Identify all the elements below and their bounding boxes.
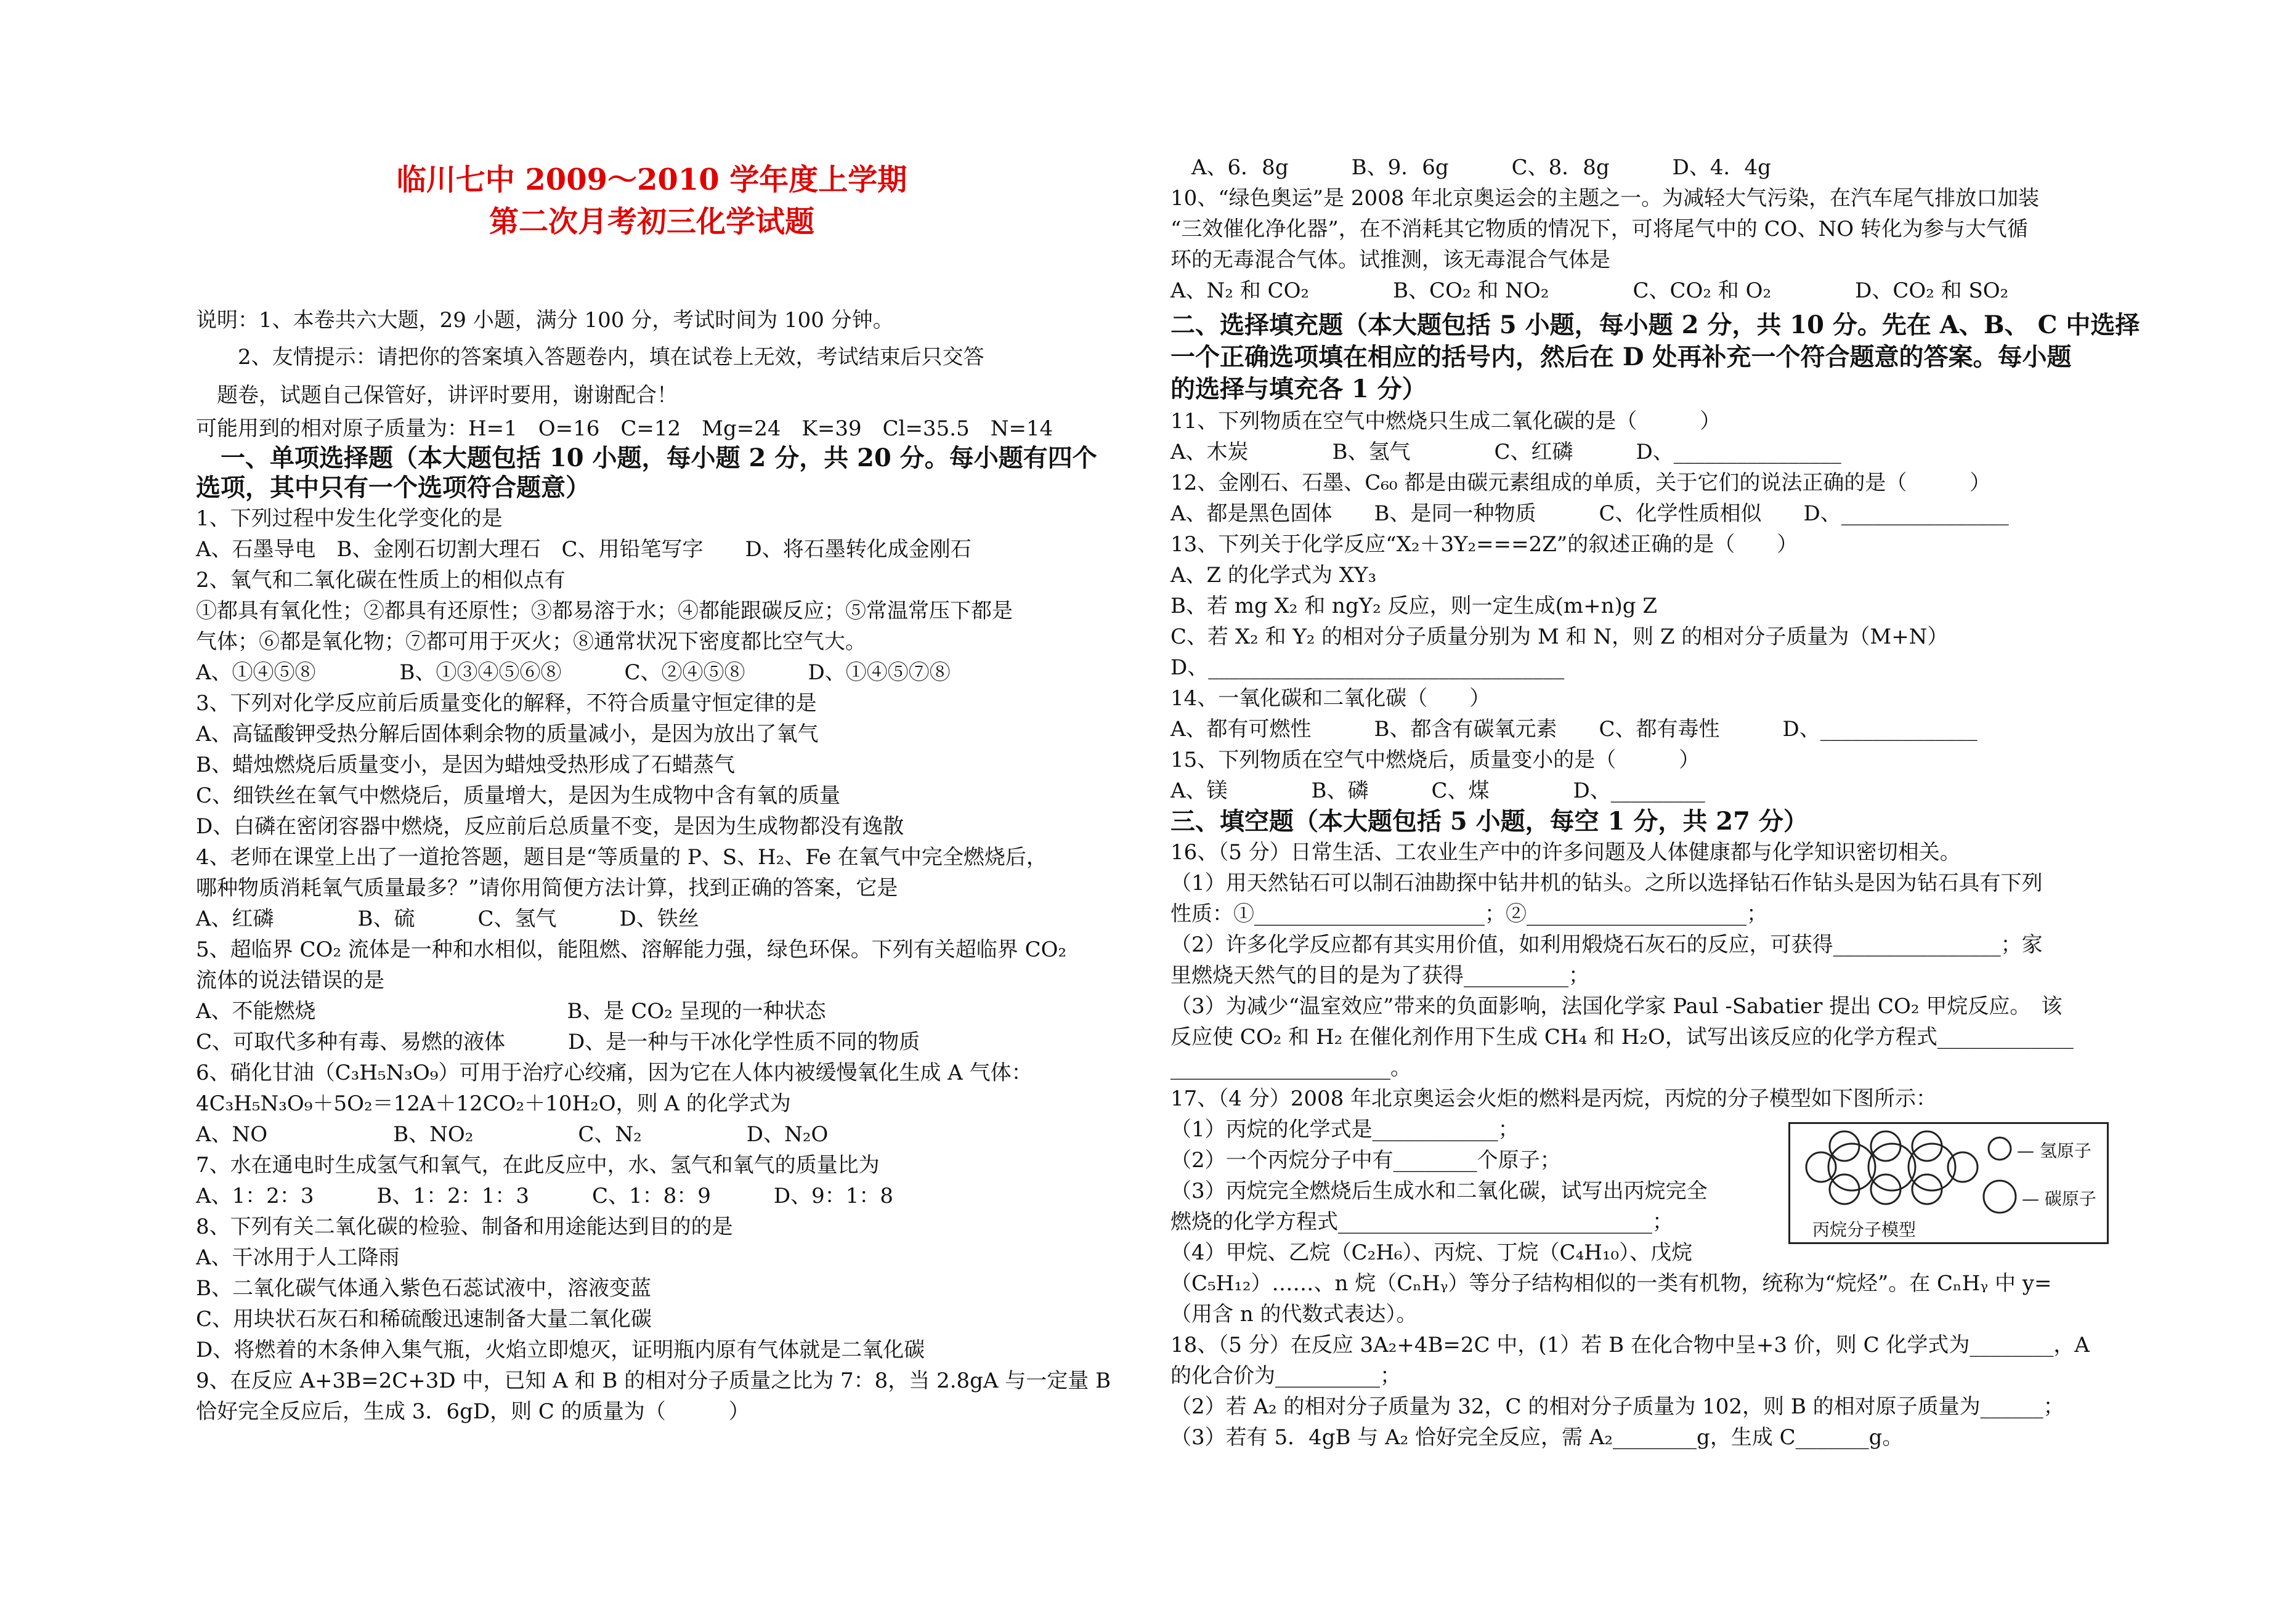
right-line: A、都是黑色固体 B、是同一种物质 C、化学性质相似 D、________________ [1170,501,2009,526]
hydrogen-atom [1948,1152,1978,1182]
left-line: A、1：2：3 B、1：2：1：3 C、1：8：9 D、9：1：8 [196,1184,894,1208]
left-line: A、石墨导电 B、金刚石切割大理石 C、用铅笔写字 D、将石墨转化成金刚石 [196,537,972,562]
right-line: （3）为减少“温室效应”带来的负面影响，法国化学家 Paul -Sabatier 提出 CO₂ 甲烷反应。 该 [1170,994,2063,1019]
left-line: D、白磷在密闭容器中燃烧，反应前后总质量不变，是因为生成物都没有逸散 [196,814,904,839]
left-line: 说明：1、本卷共六大题，29 小题，满分 100 分，考试时间为 100 分钟。 [196,308,894,333]
left-line: 气体；⑥都是氧化物；⑦都可用于灭火；⑧通常状况下密度都比空气大。 [196,629,866,654]
left-line: 3、下列对化学反应前后质量变化的解释，不符合质量守恒定律的是 [196,691,817,716]
right-line: （3）若有 5．4gB 与 A₂ 恰好完全反应，需 A₂________g，生成 C_______g。 [1170,1425,1904,1450]
right-line: “三效催化净化器”，在不消耗其它物质的情况下，可将尾气中的 CO、NO 转化为参与大气循 [1170,217,2028,241]
left-line: 7、水在通电时生成氢气和氧气，在此反应中，水、氢气和氧气的质量比为 [196,1153,880,1178]
right-line: （C₅H₁₂）……、n 烷（CₙHᵧ）等分子结构相似的一类有机物，统称为“烷烃”。在 CₙHᵧ 中 y= [1170,1271,2052,1296]
right-line: 性质：①______________________；②_____________________； [1170,902,1767,926]
right-line: _____________________。 [1170,1056,1411,1080]
legend-carbon-label: — 碳原子 [2022,1189,2096,1209]
left-line: 可能用到的相对原子质量为：H=1 O=16 C=12 Mg=24 K=39 Cl=35.5 N=14 [196,416,1053,441]
right-line: 12、金刚石、石墨、C₆₀ 都是由碳元素组成的单质，关于它们的说法正确的是（ ） [1170,471,1991,495]
right-line: C、若 X₂ 和 Y₂ 的相对分子质量分别为 M 和 N，则 Z 的相对分子质量为（M+N） [1170,625,1949,649]
left-line: 5、超临界 CO₂ 流体是一种和水相似，能阻燃、溶解能力强，绿色环保。下列有关超临界 CO₂ [196,937,1067,962]
right-line: （3）丙烷完全燃烧后生成水和二氧化碳，试写出丙烷完全 [1170,1179,1708,1203]
legend-carbon-atom [1984,1181,2016,1213]
right-line: 燃烧的化学方程式______________________________； [1170,1210,1673,1234]
right-line: （用含 n 的代数式表达）。 [1170,1302,1418,1327]
legend-hydrogen-label: — 氢原子 [2017,1141,2091,1161]
right-line: 里燃烧天然气的目的是为了获得__________； [1170,963,1589,988]
legend-hydrogen-atom [1989,1138,2011,1160]
right-line: （4）甲烷、乙烷（C₂H₆）、丙烷、丁烷（C₄H₁₀）、戊烷 [1170,1240,1693,1265]
left-line: 1、下列过程中发生化学变化的是 [196,506,503,531]
left-line: 流体的说法错误的是 [196,968,384,993]
left-line: C、细铁丝在氧气中燃烧后，质量增大，是因为生成物中含有氧的质量 [196,783,841,808]
right-line: A、都有可燃性 B、都含有碳氧元素 C、都有毒性 D、_______________ [1170,717,1978,742]
propane-model-figure [1788,1122,2109,1244]
right-line: A、6．8g B、9．6g C、8．8g D、4．4g [1170,155,1771,180]
left-line: A、NO B、NO₂ C、N₂ D、N₂O [196,1122,829,1147]
right-line: 的选择与填充各 1 分） [1170,374,1427,403]
right-line: D、__________________________________ [1170,655,1565,680]
right-line: A、N₂ 和 CO₂ B、CO₂ 和 NO₂ C、CO₂ 和 O₂ D、CO₂ 和 SO₂ [1170,278,2009,303]
left-line: B、二氧化碳气体通入紫色石蕊试液中，溶液变蓝 [196,1276,651,1301]
right-line: 二、选择填充题（本大题包括 5 小题，每小题 2 分，共 10 分。先在 A、B、 C 中选择 [1170,310,2140,339]
right-line: （2）一个丙烷分子中有________个原子； [1170,1148,1561,1173]
right-line: B、若 mg X₂ 和 ngY₂ 反应，则一定生成(m+n)g Z [1170,594,1657,618]
right-line: A、Z 的化学式为 XY₃ [1170,563,1377,588]
left-line: 选项，其中只有一个选项符合题意） [196,473,590,502]
left-line: A、①④⑤⑧ B、①③④⑤⑥⑧ C、②④⑤⑧ D、①④⑤⑦⑧ [196,660,951,685]
right-line: 17、（4 分）2008 年北京奥运会火炬的燃料是丙烷，丙烷的分子模型如下图所示： [1170,1086,1937,1111]
left-line: 2、氧气和二氧化碳在性质上的相似点有 [196,568,566,592]
right-line: 环的无毒混合气体。试推测，该无毒混合气体是 [1170,248,1610,272]
right-line: 13、下列关于化学反应“X₂＋3Y₂===2Z”的叙述正确的是（ ） [1170,532,1798,557]
hydrogen-atom [1830,1131,1859,1161]
exam-title-line1: 临川七中 2009～2010 学年度上学期 [396,163,907,197]
right-line: 18、（5 分）在反应 3A₂+4B=2C 中，(1）若 B 在化合物中呈+3 价，则 C 化学式为________，A [1170,1333,2090,1357]
right-line: 15、下列物质在空气中燃烧后，质量变小的是（ ） [1170,748,1700,772]
right-line: （1）丙烷的化学式是____________； [1170,1117,1519,1142]
hydrogen-atom [1871,1131,1900,1161]
right-line: （2）若 A₂ 的相对分子质量为 32，C 的相对分子质量为 102，则 B 的相对原子质量为______； [1170,1394,2064,1419]
propane-model-svg [1790,1124,2049,1216]
left-line: ①都具有氧化性；②都具有还原性；③都易溶于水；④都能跟碳反应；⑤常温常压下都是 [196,599,1013,623]
figure-caption: 丙烷分子模型 [1812,1219,1917,1240]
left-line: A、不能燃烧 B、是 CO₂ 呈现的一种状态 [196,999,826,1024]
hydrogen-atom [1912,1131,1942,1161]
left-line: 哪种物质消耗氧气质量最多？”请你用简便方法计算，找到正确的答案，它是 [196,876,898,900]
left-line: D、将燃着的木条伸入集气瓶，火焰立即熄灭，证明瓶内原有气体就是二氧化碳 [196,1338,925,1362]
left-line: 8、下列有关二氧化碳的检验、制备和用途能达到目的的是 [196,1215,733,1239]
left-line: 9、在反应 A+3B=2C+3D 中，已知 A 和 B 的相对分子质量之比为 7：8，当 2.8gA 与一定量 B [196,1368,1111,1393]
right-line: 的化合价为__________； [1170,1364,1401,1388]
right-line: （1）用天然钻石可以制石油勘探中钻井机的钻头。之所以选择钻石作钻头是因为钻石具有下列 [1170,871,2043,895]
right-line: A、木炭 B、氢气 C、红磷 D、________________ [1170,440,1841,464]
right-line: 11、下列物质在空气中燃烧只生成二氧化碳的是（ ） [1170,409,1721,434]
left-line: C、用块状石灰石和稀硫酸迅速制备大量二氧化碳 [196,1307,652,1332]
left-line: 4C₃H₅N₃O₉＋5O₂＝12A＋12CO₂＋10H₂O，则 A 的化学式为 [196,1091,791,1116]
left-line: B、蜡烛燃烧后质量变小，是因为蜡烛受热形成了石蜡蒸气 [196,753,735,777]
right-line: 10、“绿色奥运”是 2008 年北京奥运会的主题之一。为减轻大气污染，在汽车尾气排放口加装 [1170,186,2040,211]
right-line: 14、一氧化碳和二氧化碳（ ） [1170,686,1491,711]
exam-title-line2: 第二次月考初三化学试题 [489,204,814,239]
left-line: A、高锰酸钾受热分解后固体剩余物的质量减小，是因为放出了氧气 [196,722,819,746]
right-line: 一个正确选项填在相应的括号内，然后在 D 处再补充一个符合题意的答案。每小题 [1170,342,2072,371]
left-line: A、干冰用于人工降雨 [196,1245,400,1270]
left-line: C、可取代多种有毒、易燃的液体 D、是一种与干冰化学性质不同的物质 [196,1030,920,1054]
right-line: 三、填空题（本大题包括 5 小题，每空 1 分，共 27 分） [1170,807,1808,836]
right-line: （2）许多化学反应都有其实用价值，如利用煅烧石灰石的反应，可获得________________；家 [1170,932,2043,957]
right-line: 16、（5 分）日常生活、工农业生产中的许多问题及人体健康都与化学知识密切相关。 [1170,840,1961,865]
right-line: A、镁 B、磷 C、煤 D、_________ [1170,778,1705,803]
left-line: 恰好完全反应后，生成 3．6gD，则 C 的质量为（ ） [196,1399,750,1424]
left-line: 题卷，试题自己保管好，讲评时要用，谢谢配合！ [196,383,678,408]
left-line: A、红磷 B、硫 C、氢气 D、铁丝 [196,907,699,931]
left-line: 一、单项选择题（本大题包括 10 小题，每小题 2 分，共 20 分。每小题有四个 [196,443,1097,472]
right-line: 反应使 CO₂ 和 H₂ 在催化剂作用下生成 CH₄ 和 H₂O，试写出该反应的化学方程式_____________ [1170,1025,2074,1049]
left-line: 2、友情提示：请把你的答案填入答题卷内，填在试卷上无效，考试结束后只交答 [196,345,984,370]
left-line: 6、硝化甘油（C₃H₅N₃O₉）可用于治疗心绞痛，因为它在人体内被缓慢氧化生成 A 气体： [196,1061,1032,1085]
left-line: 4、老师在课堂上出了一道抢答题，题目是“等质量的 P、S、H₂、Fe 在氧气中完全燃烧后， [196,845,1047,870]
